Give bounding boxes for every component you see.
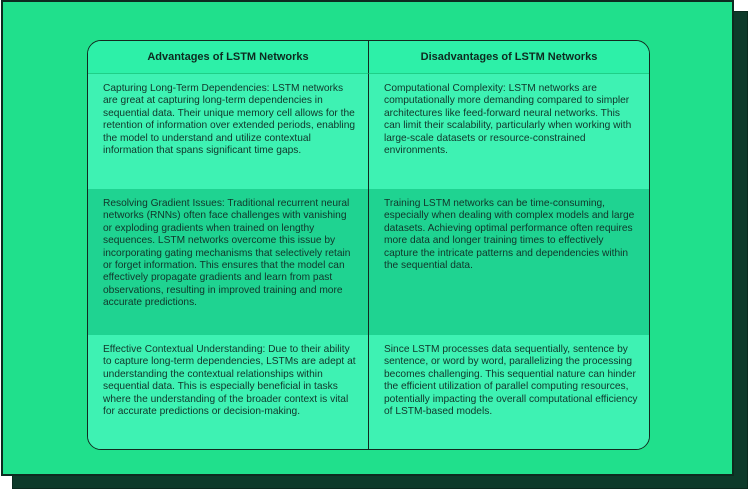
comparison-table: [87, 40, 650, 450]
disadvantage-cell-1: Computational Complexity: LSTM networks are computationally more demanding compared to simpler architectures like feed-forward neural networks. This can limit their scalability, particularly when working with large-scale datasets or resource-constrained environments.: [369, 74, 649, 189]
card: [1, 0, 734, 476]
advantage-cell-3: Effective Contextual Understanding: Due to their ability to capture long-term dependencies, LSTMs are adept at understanding the contextual relationships within sequential data. This is especially beneficial in tasks where the understanding of the broader context is vital for accurate predictions or decision-making.: [88, 335, 369, 449]
advantage-cell-1: Capturing Long-Term Dependencies: LSTM networks are great at capturing long-term dependencies in sequential data. Their unique memory cell allows for the retention of information over extended periods, enabling the model to understand and utilize contextual information that spans significant time gaps.: [88, 74, 369, 189]
disadvantage-cell-3: Since LSTM processes data sequentially, sentence by sentence, or word by word, parallelizing the processing becomes challenging. This sequential nature can hinder the efficient utilization of parallel computing resources, potentially impacting the overall computational efficiency of LSTM-based models.: [369, 335, 649, 449]
header-disadvantages: Disadvantages of LSTM Networks: [369, 41, 649, 74]
header-advantages: Advantages of LSTM Networks: [88, 41, 369, 74]
advantage-cell-2: Resolving Gradient Issues: Traditional recurrent neural networks (RNNs) often face challenges with vanishing or exploding gradients when trained on lengthy sequences. LSTM networks overcome this issue by incorporating gating mechanisms that selectively retain or forget information. This ensures that the model can effectively propagate gradients and learn from past observations, resulting in improved training and more accurate predictions.: [88, 189, 369, 335]
disadvantage-cell-2: Training LSTM networks can be time-consuming, especially when dealing with complex models and large datasets. Achieving optimal performance often requires more data and longer training times to effectively capture the intricate patterns and dependencies within the sequential data.: [369, 189, 649, 335]
